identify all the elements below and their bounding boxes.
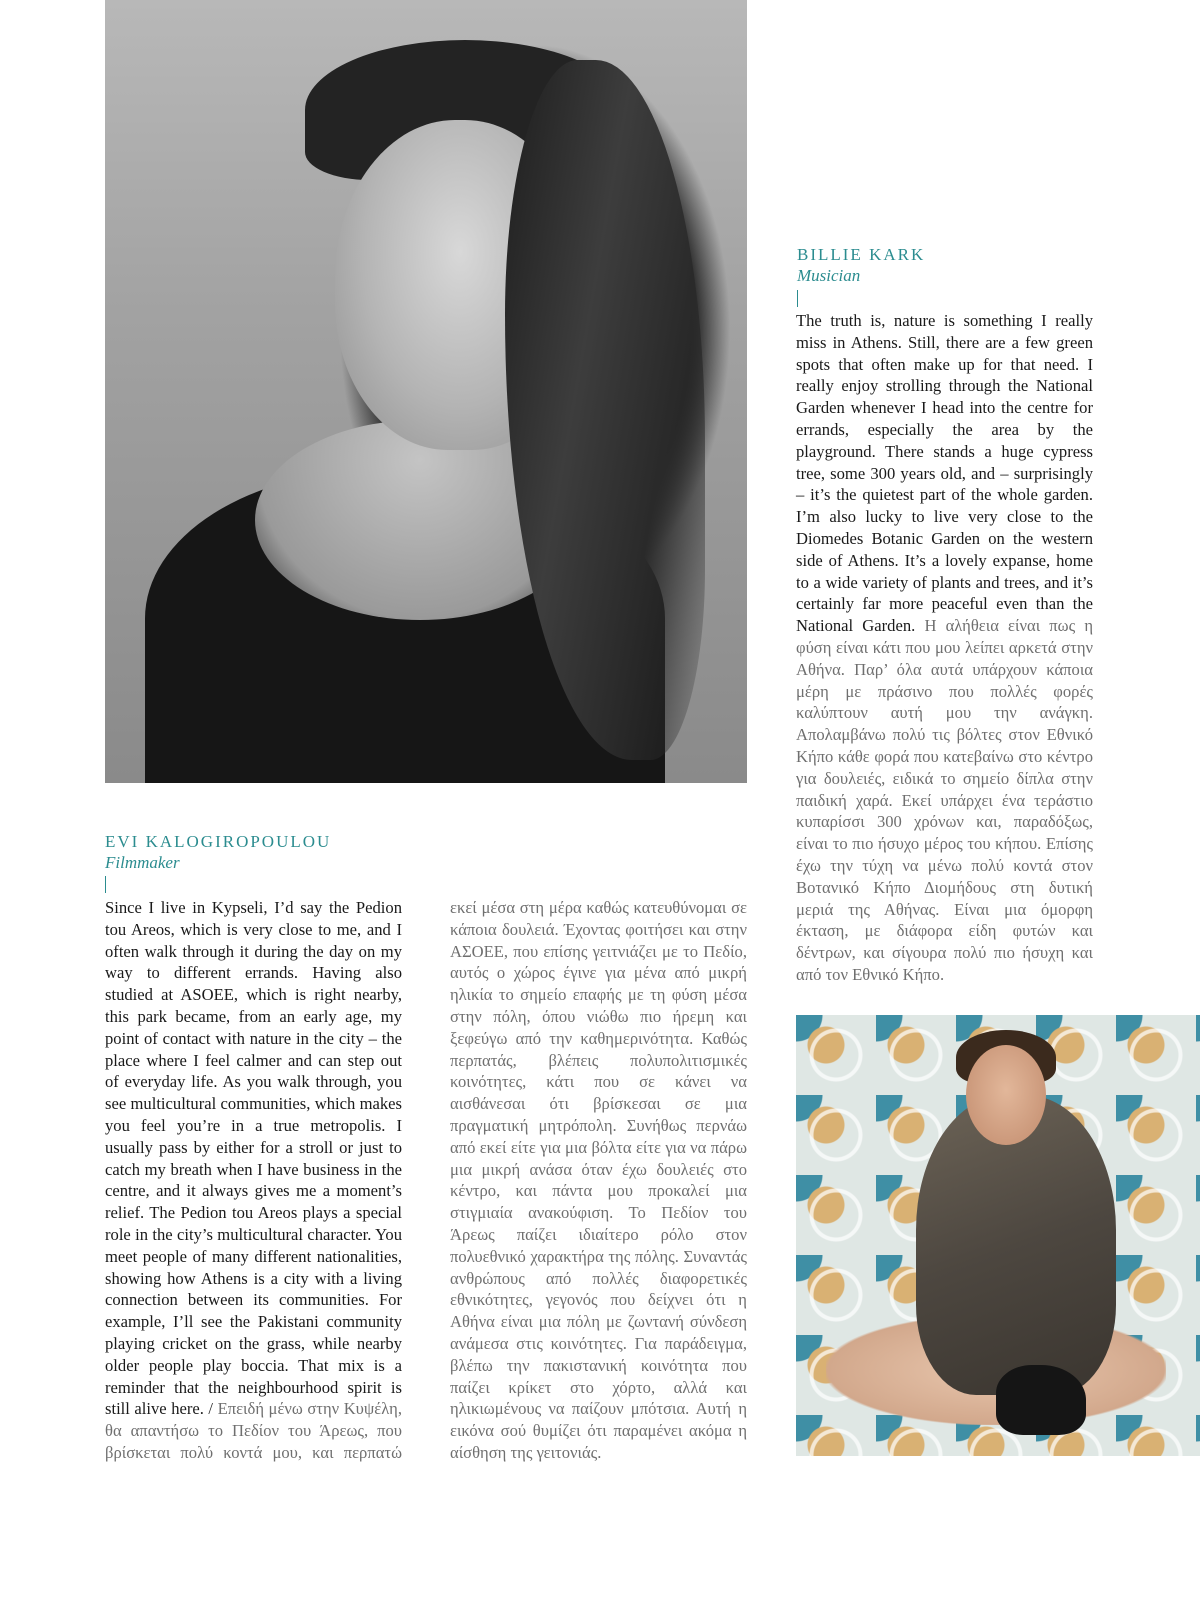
- portrait-photo-evi: [105, 0, 747, 783]
- evi-text-greek: Επειδή μένω στην Κυψέλη, θα απαντήσω το Πεδίον του Άρεως, που βρίσκεται πολύ κοντά μου, και περπατώ εκεί μέσα στη μέρα καθώς κατευθύνομαι σε κάποια δουλειά. Έχοντας φοιτήσει και στην ΑΣΟΕΕ, που επίσης γειτνιάζει με το Πεδίο, αυτός ο χώρος έγινε για μένα από μικρή ηλικία το σημείο επαφής με τη φύση μέσα στην πόλη, όπου νιώθω πιο ήρεμη και ξεφεύγω από την καθημερινότητα. Καθώς περπατάς, βλέπεις πολυπολιτισμικές κοινότητες, κάτι που σε κάνει να αισθάνεσαι ότι βρίσκεσαι σε μια πραγματική μητρόπολη. Συνήθως περνάω από εκεί είτε για μια βόλτα είτε για να πάρω μια μικρή ανάσα όταν έχω δουλειές στο κέντρο, και πάντα μου προκαλεί μια στιγμιαία ανακούφιση. Το Πεδίον του Άρεως παίζει ιδιαίτερο ρόλο στον πολυεθνικό χαρακτήρα της πόλης. Συναντάς ανθρώπους από πολλές διαφορετικές εθνικότητες, γεγονός που δείχνει ότι η Αθήνα είναι μια πόλη με ζωντανή σύνδεση ανάμεσα στις κοινότητες. Για παράδειγμα, βλέπω την πακιστανική κοινότητα που παίζει κρίκετ στο χόρτο, αλλά και ηλικιωμένους να παίζουν μπότσια. Αυτή η εικόνα σού θυμίζει ότι παραμένει ακόμα η αίσθηση της γειτονιάς.: [105, 898, 747, 1462]
- billie-divider: [797, 290, 798, 307]
- evi-text: [105, 897, 747, 1467]
- billie-text-english: The truth is, nature is something I really miss in Athens. Still, there are a few green spots that often make up for that need. I really enjoy strolling through the National Garden whenever I head into the centre for errands, especially the area by the playground. There stands a huge cypress tree, some 300 years old, and – surprisingly – it’s the quietest part of the whole garden. I’m also lucky to live very close to the Diomedes Botanic Garden on the western side of Athens. It’s a lovely expanse, home to a wide variety of plants and trees, and it’s certainly far more peaceful even than the National Garden.: [796, 311, 1093, 636]
- evi-role: Filmmaker: [105, 853, 180, 872]
- billie-name: BILLIE KARK: [797, 245, 926, 264]
- evi-divider: [105, 876, 106, 893]
- billie-role: Musician: [797, 266, 861, 285]
- billie-text: [796, 310, 1093, 986]
- evi-text-english: Since I live in Kypseli, I’d say the Pedion tou Areos, which is very close to me, and I often walk through it during the day on my way to different errands. Having also studied at ASOEE, which is right nearby, this park became, from an early age, my point of contact with nature in the city – the place where I feel calmer and can step out of everyday life. As you walk through, you see multicultural communities, which makes you feel you’re in a true metropolis. I usually pass by either for a stroll or just to catch my breath when I have business in the centre, and it always gives me a moment’s relief. The Pedion tou Areos plays a special role in the city’s multicultural character. You meet people of many different nationalities, showing how Athens is a city with a living connection between its communities. For example, I’ll see the Pakistani community playing cricket on the grass, while nearby older people play boccia. That mix is a reminder that the neighbourhood spirit is still alive here.: [105, 898, 402, 1419]
- evi-name: EVI KALOGIROPOULOU: [105, 832, 332, 851]
- billie-text-greek: Η αλήθεια είναι πως η φύση είναι κάτι που μου λείπει αρκετά στην Αθήνα. Παρ’ όλα αυτά υπάρχουν κάποια μέρη με πράσινο που πολλές φορές καλύπτουν αυτή μου την ανάγκη. Απολαμβάνω πολύ τις βόλτες στον Εθνικό Κήπο κάθε φορά που κατεβαίνω στο κέντρο για δουλειές, ειδικά το σημείο δίπλα στην παιδική χαρά. Εκεί υπάρχει ένα τεράστιο κυπαρίσσι 300 χρόνων και, παραδόξως, είναι το πιο ήσυχο μέρος του κήπου. Επίσης έχω την τύχη να μένω πολύ κοντά στον Βοτανικό Κήπο Διομήδους στη δυτική μεριά της Αθήνας. Είναι μια όμορφη έκταση, με διάφορα είδη φυτών και δέντρων, και σίγουρα πολύ πιο ήσυχη και από τον Εθνικό Κήπο.: [796, 616, 1093, 984]
- language-separator: /: [203, 1399, 218, 1419]
- portrait-photo-billie: [796, 1015, 1200, 1456]
